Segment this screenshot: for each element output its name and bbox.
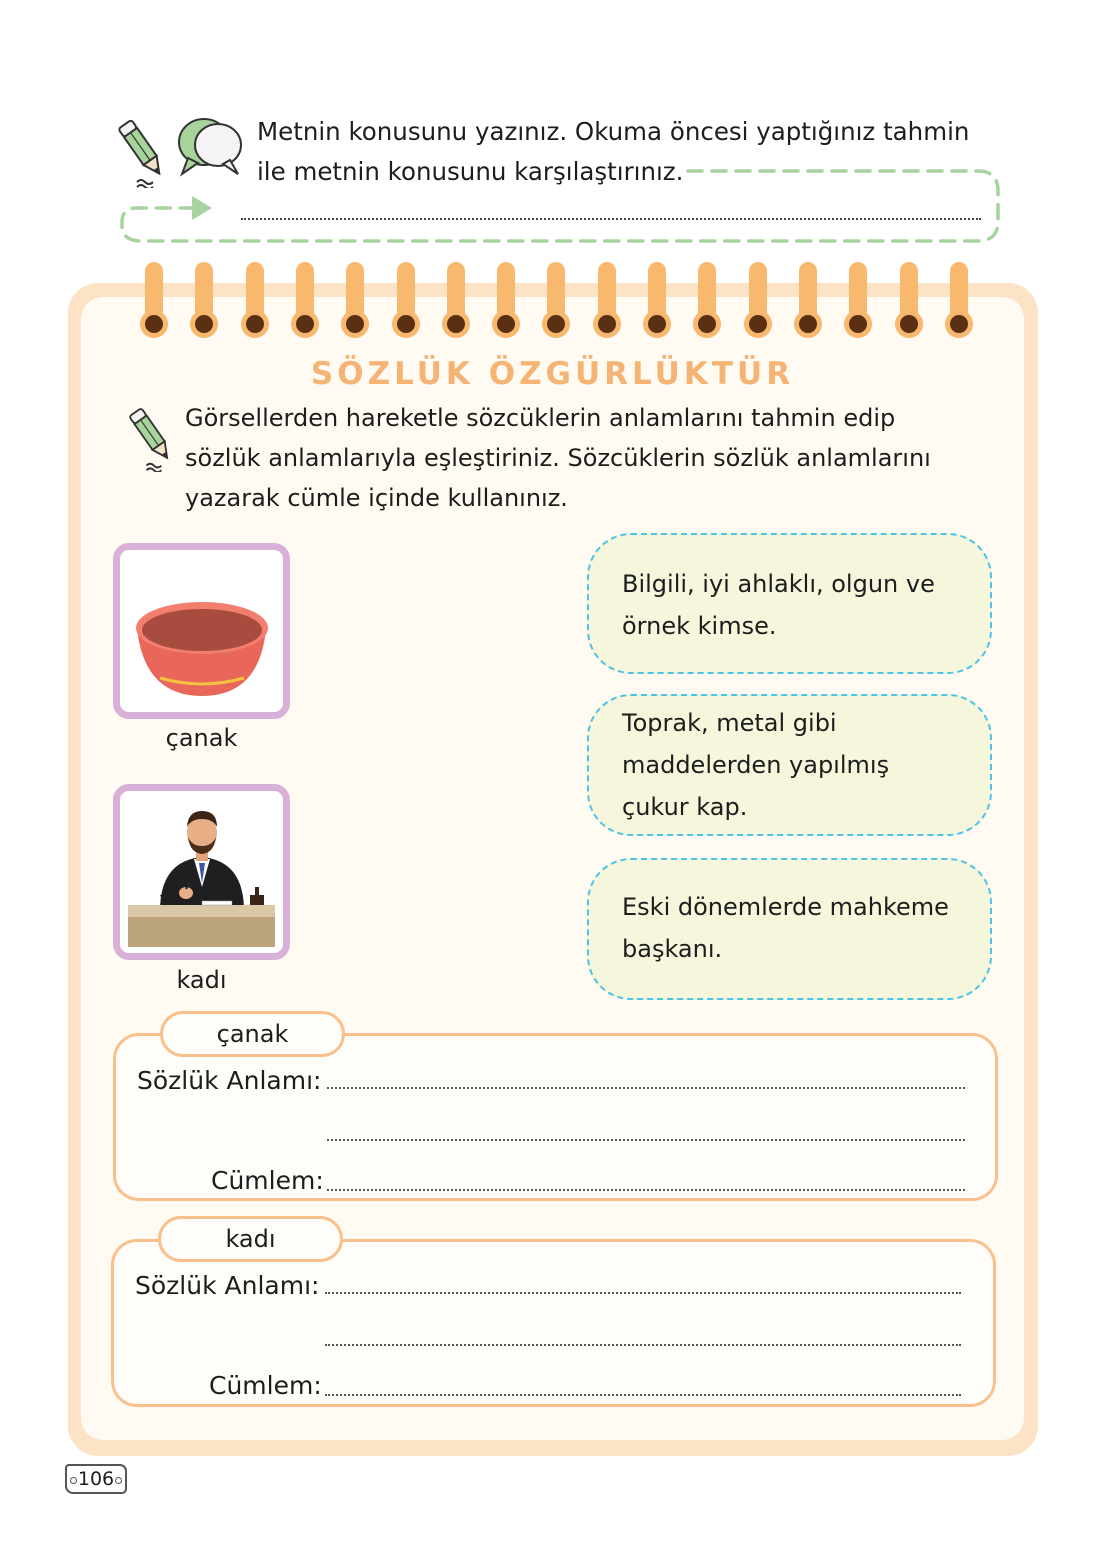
image-card-kadi[interactable] <box>113 784 290 960</box>
definition-3-line-2: başkanı. <box>622 935 723 963</box>
binding-ring <box>794 262 822 338</box>
instruction-line-2: sözlük anlamlarıyla eşleştiriniz. Sözcüklerin sözlük anlamlarını <box>185 444 931 472</box>
binding-ring <box>341 262 369 338</box>
definition-2-line-1: Toprak, metal gibi <box>622 709 837 737</box>
binding-ring <box>895 262 923 338</box>
definition-bubble-3[interactable] <box>587 858 992 1000</box>
sentence-label: Cümlem: <box>209 1371 322 1400</box>
definition-1-line-2: örnek kimse. <box>622 612 777 640</box>
page-number: 106 <box>65 1464 127 1494</box>
binding-ring <box>190 262 218 338</box>
binding-ring <box>442 262 470 338</box>
image-card-canak[interactable] <box>113 543 290 719</box>
binding-ring <box>241 262 269 338</box>
definition-3-line-1: Eski dönemlerde mahkeme <box>622 893 949 921</box>
definition-bubble-2[interactable] <box>587 694 992 836</box>
binding-ring <box>945 262 973 338</box>
meaning-label: Sözlük Anlamı: <box>137 1066 322 1095</box>
write-box-tab-canak: çanak <box>160 1011 345 1057</box>
meaning-answer-line[interactable] <box>327 1087 965 1089</box>
meaning-label: Sözlük Anlamı: <box>135 1271 320 1300</box>
section-instruction <box>185 398 985 518</box>
bowl-icon <box>120 550 283 712</box>
top-task-line-1: Metnin konusunu yazınız. Okuma öncesi yaptığınız tahmin <box>257 117 970 146</box>
write-box-tab-kadi: kadı <box>158 1216 343 1262</box>
meaning-answer-line-2[interactable] <box>327 1139 965 1141</box>
binding-ring <box>542 262 570 338</box>
image-label-canak: çanak <box>165 724 238 752</box>
image-label-kadi: kadı <box>176 966 227 994</box>
sentence-label: Cümlem: <box>211 1166 324 1195</box>
binding-ring <box>844 262 872 338</box>
binding-ring <box>693 262 721 338</box>
sentence-answer-line[interactable] <box>325 1394 961 1396</box>
binding-ring <box>392 262 420 338</box>
speech-bubbles-icon <box>176 114 246 178</box>
definition-1-line-1: Bilgili, iyi ahlaklı, olgun ve <box>622 570 935 598</box>
instruction-line-1: Görsellerden hareketle sözcüklerin anlamlarını tahmin edip <box>185 404 896 432</box>
top-task-instruction <box>257 112 992 192</box>
binding-ring <box>643 262 671 338</box>
definition-2-line-2: maddelerden yapılmış <box>622 751 890 779</box>
meaning-answer-line-2[interactable] <box>325 1344 961 1346</box>
binding-ring <box>492 262 520 338</box>
pencil-icon <box>128 400 178 472</box>
sentence-answer-line[interactable] <box>327 1189 965 1191</box>
top-answer-line[interactable] <box>241 218 981 220</box>
meaning-answer-line[interactable] <box>325 1292 961 1294</box>
binding-ring <box>593 262 621 338</box>
definition-2-line-3: çukur kap. <box>622 793 748 821</box>
definition-bubble-1[interactable] <box>587 533 992 674</box>
top-task-line-2: ile metnin konusunu karşılaştırınız. <box>257 157 684 186</box>
binding-ring <box>744 262 772 338</box>
binding-ring <box>291 262 319 338</box>
pencil-icon <box>117 112 171 188</box>
section-title: SÖZLÜK ÖZGÜRLÜKTÜR <box>310 356 795 392</box>
judge-icon <box>120 791 283 953</box>
instruction-line-3: yazarak cümle içinde kullanınız. <box>185 484 568 512</box>
binding-ring <box>140 262 168 338</box>
